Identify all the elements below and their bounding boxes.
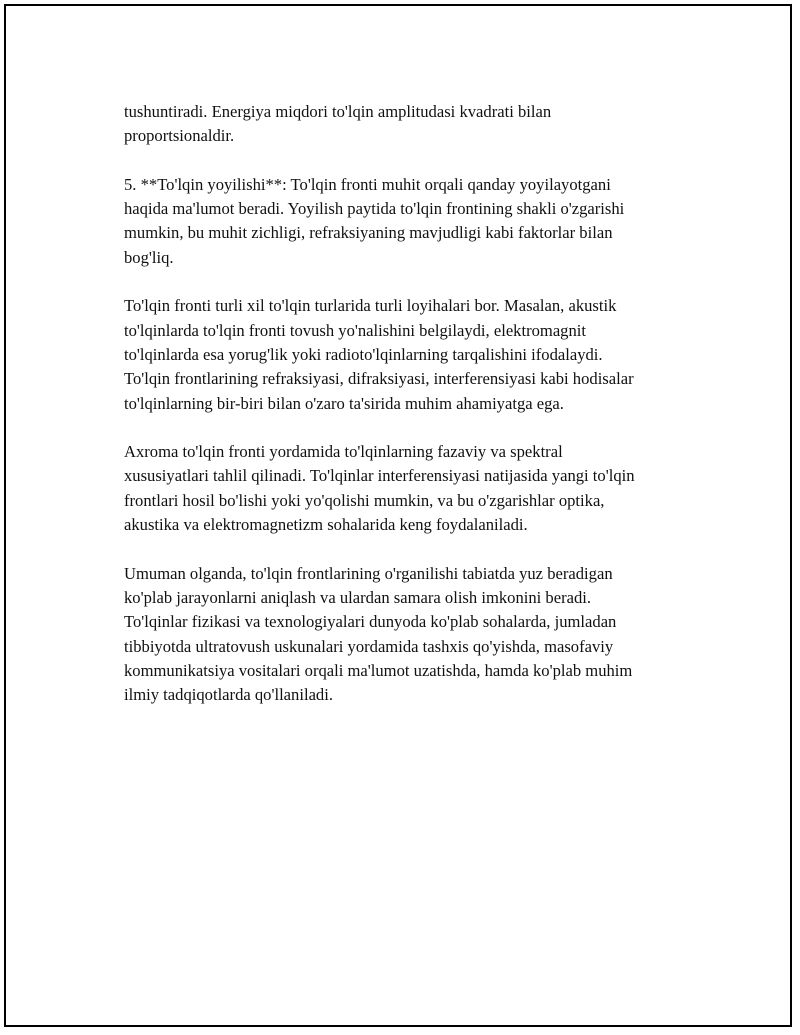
paragraph-wave-types: To'lqin fronti turli xil to'lqin turlarida turli loyihalari bor. Masalan, akustik to'lqinlarda to'lqin fronti tovush yo'nalishini belgilaydi, elektromagnit to'lqinlarda esa yorug'lik yoki radioto'lqinlarning tarqalishini ifodalaydi. To'lqin frontlarining refraksiyasi, difraksiyasi, interferensiyasi kabi hodisalar to'lqinlarning bir-biri bilan o'zaro ta'sirida muhim ahamiyatga ega. xyxy=(124,296,634,413)
page-frame xyxy=(4,4,792,1027)
paragraph-phase-spectral: Axroma to'lqin fronti yordamida to'lqinlarning fazaviy va spektral xususiyatlari tahlil qilinadi. To'lqinlar interferensiyasi natijasida yangi to'lqin frontlari hosil bo'lishi yoki yo'qolishi mumkin, va bu o'zgarishlar optika, akustika va elektromagnetizm sohalarida keng foydalaniladi. xyxy=(124,442,635,535)
paragraph-energy-continuation: tushuntiradi. Energiya miqdori to'lqin amplitudasi kvadrati bilan proportsionaldir. xyxy=(124,102,552,146)
paragraph-conclusion: Umuman olganda, to'lqin frontlarining o'rganilishi tabiatda yuz beradigan ko'plab jarayonlarni aniqlash va ulardan samara olish imkonini beradi. To'lqinlar fizikasi va texnologiyalari dunyoda ko'plab sohalarda, jumladan tibbiyotda ultratovush uskunalari yordamida tashxis qo'yishda, masofaviy kommunikatsiya vositalari orqali ma'lumot uzatishda, hamda ko'plab muhim ilmiy tadqiqotlarda qo'llaniladi. xyxy=(124,563,633,705)
page-content xyxy=(124,100,704,707)
paragraph-wave-propagation: 5. **To'lqin yoyilishi**: To'lqin fronti muhit orqali qanday yoyilayotgani haqida ma'lumot beradi. Yoyilish paytida to'lqin frontining shakli o'zgarishi mumkin, bu muhit zichligi, refraksiyaning mavjudligi kabi faktorlar bilan bog'liq. xyxy=(124,174,625,267)
